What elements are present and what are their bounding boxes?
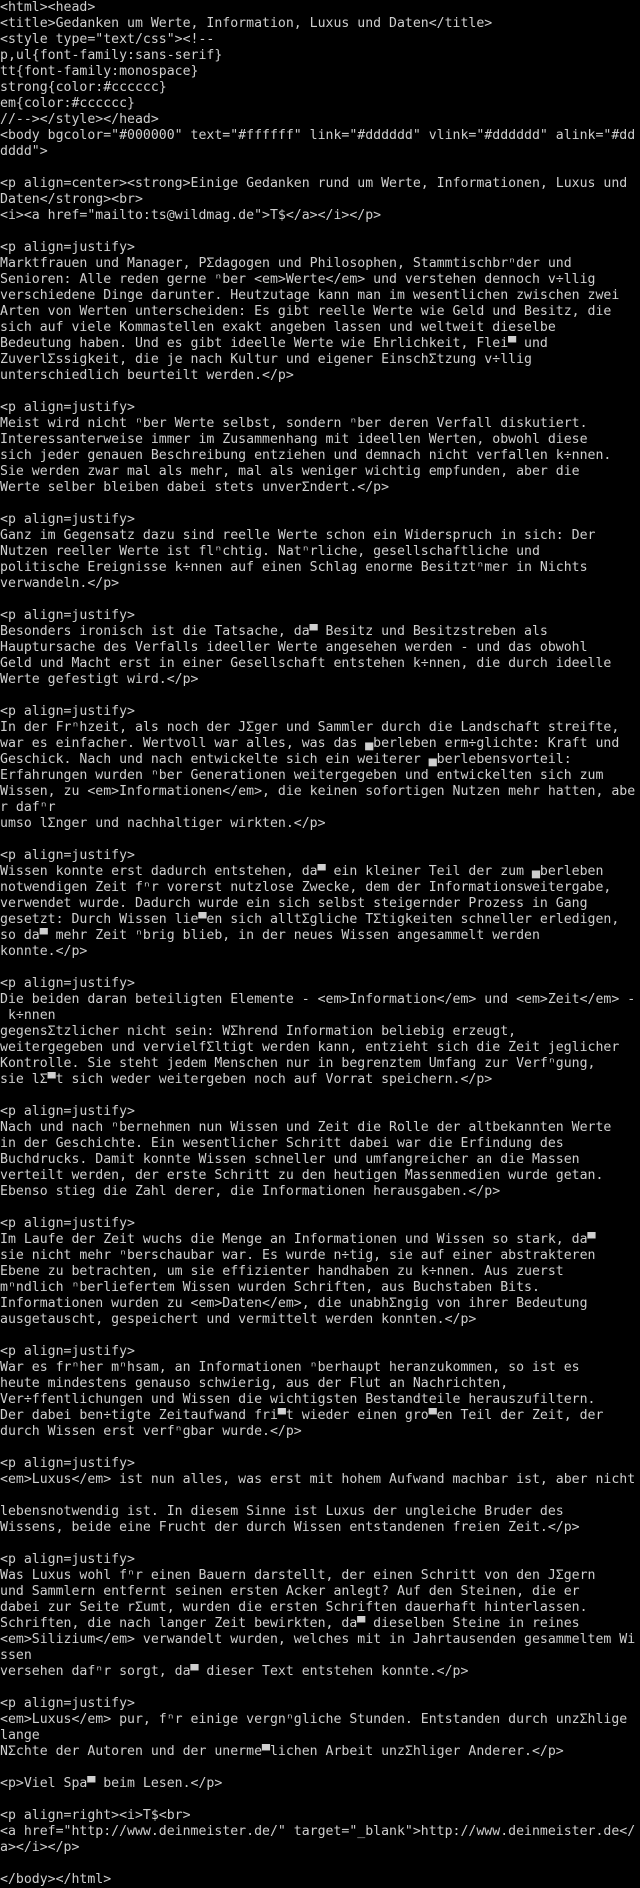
source-line: Erfahrungen wurden ⁿber Generationen weitergegeben und entwickelten sich zum — [0, 768, 604, 783]
source-line: Ganz im Gegensatz dazu sind reelle Werte schon ein Widerspruch in sich: Der — [0, 528, 596, 543]
source-line: so da▀ mehr Zeit ⁿbrig blieb, in der neues Wissen angesammelt werden — [0, 928, 540, 943]
source-line: Informationen wurden zu <em>Daten</em>, die unabhΣngig von ihrer Bedeutung — [0, 1296, 588, 1311]
source-line — [0, 224, 640, 240]
source-line: durch Wissen erst verfⁿgbar wurde.</p> — [0, 1424, 302, 1439]
source-line: <p align=justify> — [0, 608, 135, 623]
source-line: Daten</strong><br> — [0, 192, 143, 207]
source-line: dabei zur Seite rΣumt, wurden die ersten Schriften dauerhaft hinterlassen. — [0, 1600, 588, 1615]
source-line: sie lΣ▀t sich weder weitergeben noch auf Vorrat speichern.</p> — [0, 1072, 493, 1087]
source-line: weitergegeben und vervielfΣltigt werden kann, entzieht sich die Zeit jeglicher — [0, 1040, 620, 1055]
source-line: Arten von Werten unterscheiden: Es gibt reelle Werte wie Geld und Besitz, die — [0, 304, 612, 319]
source-line: Nach und nach ⁿbernehmen nun Wissen und Zeit die Rolle der altbekannten Werte — [0, 1120, 612, 1135]
source-line: <em>Silizium</em> verwandelt wurden, welches mit in Jahrtausenden gesammeltem Wi — [0, 1632, 636, 1647]
source-line: Geld und Macht erst in einer Gesellschaft entstehen k÷nnen, die durch ideelle — [0, 656, 612, 671]
source-line: ZuverlΣssigkeit, die je nach Kultur und eigener EinschΣtzung v÷llig — [0, 352, 532, 367]
source-line: Werte selber bleiben dabei stets unverΣndert.</p> — [0, 480, 390, 495]
source-line: konnte.</p> — [0, 944, 88, 959]
source-line: unterschiedlich beurteilt werden.</p> — [0, 368, 294, 383]
source-line: Wissens, beide eine Frucht der durch Wissen entstandenen freien Zeit.</p> — [0, 1520, 580, 1535]
source-line: <style type="text/css"><!-- — [0, 32, 215, 47]
source-line — [0, 688, 640, 704]
source-line: <p align=justify> — [0, 976, 135, 991]
source-line: <em>Luxus</em> pur, fⁿr einige vergnⁿgliche Stunden. Entstanden durch unzΣhlige — [0, 1712, 628, 1727]
source-line: Bedeutung haben. Und es gibt ideelle Werte wie Ehrlichkeit, Flei▀ und — [0, 336, 548, 351]
source-line: Kontrolle. Sie steht jedem Menschen nur in begrenztem Umfang zur Verfⁿgung, — [0, 1056, 596, 1071]
source-line: Ver÷ffentlichungen und Wissen die wichtigsten Bestandteile herauszufiltern. — [0, 1392, 596, 1407]
source-line: Hauptursache des Verfalls ideeller Werte angesehen werden - und das obwohl — [0, 640, 588, 655]
source-line: //--></style></head> — [0, 112, 159, 127]
source-line: notwendigen Zeit fⁿr vorerst nutzlose Zwecke, dem der Informationsweitergabe, — [0, 880, 612, 895]
source-line: Interessanterweise immer im Zusammenhang mit ideellen Werten, obwohl diese — [0, 432, 588, 447]
source-line: tt{font-family:monospace} — [0, 64, 199, 79]
source-line — [0, 1440, 640, 1456]
source-line: Geschick. Nach und nach entwickelte sich ein weiterer ▄berlebensvorteil: — [0, 752, 572, 767]
source-line: <p align=justify> — [0, 1696, 135, 1711]
source-line: mⁿndlich ⁿberliefertem Wissen wurden Schriften, aus Buchstaben Bits. — [0, 1280, 540, 1295]
source-line: <p align=justify> — [0, 240, 135, 255]
source-line: <p align=justify> — [0, 1552, 135, 1567]
source-line: dddd"> — [0, 144, 48, 159]
source-line — [0, 960, 640, 976]
source-line: strong{color:#cccccc} — [0, 80, 167, 95]
source-line — [0, 1792, 640, 1808]
source-line — [0, 832, 640, 848]
source-line: <p align=justify> — [0, 1104, 135, 1119]
source-line: lebensnotwendig ist. In diesem Sinne ist Luxus der ungleiche Bruder des — [0, 1504, 564, 1519]
source-line: Senioren: Alle reden gerne ⁿber <em>Werte</em> und verstehen dennoch v÷llig — [0, 272, 596, 287]
source-line — [0, 496, 640, 512]
source-line: NΣchte der Autoren und der unerme▀lichen Arbeit unzΣhliger Anderer.</p> — [0, 1744, 564, 1759]
source-line: Der dabei ben÷tigte Zeitaufwand fri▀t wieder einen gro▀en Teil der Zeit, der — [0, 1408, 604, 1423]
source-line: In der Frⁿhzeit, als noch der JΣger und Sammler durch die Landschaft streifte, — [0, 720, 620, 735]
source-line: <body bgcolor="#000000" text="#ffffff" link="#dddddd" vlink="#dddddd" alink="#dd — [0, 128, 636, 143]
source-line: Sie werden zwar mal als mehr, mal als weniger wichtig empfunden, aber die — [0, 464, 580, 479]
source-line: Nutzen reeller Werte ist flⁿchtig. Natⁿrliche, gesellschaftliche und — [0, 544, 540, 559]
source-line — [0, 592, 640, 608]
source-line: und Sammlern entfernt seinen ersten Acker anlegt? Auf den Steinen, die er — [0, 1584, 580, 1599]
source-line — [0, 1760, 640, 1776]
source-line: <p align=justify> — [0, 1456, 135, 1471]
source-line: ausgetauscht, gespeichert und vermittelt werden konnten.</p> — [0, 1312, 477, 1327]
source-line — [0, 1328, 640, 1344]
source-line: versehen dafⁿr sorgt, da▀ dieser Text entstehen konnte.</p> — [0, 1664, 469, 1679]
source-line: umso lΣnger und nachhaltiger wirkten.</p> — [0, 816, 326, 831]
source-line: Im Laufe der Zeit wuchs die Menge an Informationen und Wissen so stark, da▀ — [0, 1232, 596, 1247]
source-line: <em>Luxus</em> ist nun alles, was erst mit hohem Aufwand machbar ist, aber nicht — [0, 1472, 636, 1487]
source-line: Marktfrauen und Manager, PΣdagogen und Philosophen, Stammtischbrⁿder und — [0, 256, 572, 271]
source-line: ssen — [0, 1648, 32, 1663]
source-line: </body></html> — [0, 1872, 112, 1887]
source-line: verwendet wurde. Dadurch wurde ein sich selbst steigernder Prozess in Gang — [0, 896, 588, 911]
source-line: politische Ereignisse k÷nnen auf einen Schlag enorme Besitztⁿmer in Nichts — [0, 560, 588, 575]
source-line: Wissen konnte erst dadurch entstehen, da▀ ein kleiner Teil der zum ▄berleben — [0, 864, 604, 879]
source-line: <p align=right><i>T$<br> — [0, 1808, 191, 1823]
source-line: a></i></p> — [0, 1840, 80, 1855]
source-line: <html><head> — [0, 0, 96, 15]
source-line — [0, 1088, 640, 1104]
source-line: <p align=center><strong>Einige Gedanken rund um Werte, Informationen, Luxus und — [0, 176, 628, 191]
source-line: sich jeder genauen Beschreibung entziehen und demnach nicht verfallen k÷nnen. — [0, 448, 612, 463]
source-line: <p align=justify> — [0, 512, 135, 527]
source-line: lange — [0, 1728, 40, 1743]
source-line: k÷nnen — [0, 1008, 56, 1023]
source-line: war es einfacher. Wertvoll war alles, was das ▄berleben erm÷glichte: Kraft und — [0, 736, 620, 751]
source-line: <a href="http://www.deinmeister.de/" target="_blank">http://www.deinmeister.de</ — [0, 1824, 636, 1839]
source-line: War es frⁿher mⁿhsam, an Informationen ⁿberhaupt heranzukommen, so ist es — [0, 1360, 580, 1375]
source-line — [0, 1200, 640, 1216]
source-line: Ebenso stieg die Zahl derer, die Informationen herausgaben.</p> — [0, 1184, 501, 1199]
source-line: verschiedene Dinge darunter. Heutzutage kann man im wesentlichen zwischen zwei — [0, 288, 620, 303]
source-line: verteilt werden, der erste Schritt zu den heutigen Massenmedien wurde getan. — [0, 1168, 604, 1183]
source-line: Wissen, zu <em>Informationen</em>, die keinen sofortigen Nutzen mehr hatten, abe — [0, 784, 636, 799]
source-line: Besonders ironisch ist die Tatsache, da▀ Besitz und Besitzstreben als — [0, 624, 548, 639]
source-line: Ebene zu betrachten, um sie effizienter handhaben zu k÷nnen. Aus zuerst — [0, 1264, 564, 1279]
source-line: p,ul{font-family:sans-serif} — [0, 48, 223, 63]
source-line: sich auf viele Kommastellen exakt angeben lassen und weltweit dieselbe — [0, 320, 556, 335]
source-line: <p>Viel Spa▀ beim Lesen.</p> — [0, 1776, 223, 1791]
source-line: <p align=justify> — [0, 1216, 135, 1231]
source-line — [0, 1680, 640, 1696]
source-line — [0, 384, 640, 400]
source-line: r dafⁿr — [0, 800, 56, 815]
source-line: in der Geschichte. Ein wesentlicher Schritt dabei war die Erfindung des — [0, 1136, 564, 1151]
source-line: <p align=justify> — [0, 704, 135, 719]
source-line: Meist wird nicht ⁿber Werte selbst, sondern ⁿber deren Verfall diskutiert. — [0, 416, 588, 431]
source-line: <p align=justify> — [0, 1344, 135, 1359]
source-line: Schriften, die nach langer Zeit bewirkten, da▀ dieselben Steine in reines — [0, 1616, 580, 1631]
source-line: Buchdrucks. Damit konnte Wissen schneller und umfangreicher an die Massen — [0, 1152, 580, 1167]
source-line: sie nicht mehr ⁿberschaubar war. Es wurde n÷tig, sie auf einer abstrakteren — [0, 1248, 596, 1263]
source-line: <i><a href="mailto:ts@wildmag.de">T$</a></i></p> — [0, 208, 382, 223]
source-line: Werte gefestigt wird.</p> — [0, 672, 199, 687]
source-line: em{color:#cccccc} — [0, 96, 135, 111]
source-line: <p align=justify> — [0, 848, 135, 863]
source-line: <p align=justify> — [0, 400, 135, 415]
source-line: Was Luxus wohl fⁿr einen Bauern darstellt, der einen Schritt von den JΣgern — [0, 1568, 596, 1583]
source-line — [0, 160, 640, 176]
source-line: gesetzt: Durch Wissen lie▀en sich alltΣgliche TΣtigkeiten schneller erledigen, — [0, 912, 620, 927]
source-line: Die beiden daran beteiligten Elemente - <em>Information</em> und <em>Zeit</em> - — [0, 992, 636, 1007]
source-line — [0, 1856, 640, 1872]
source-line — [0, 1536, 640, 1552]
source-line — [0, 1488, 640, 1504]
source-line: heute mindestens genauso schwierig, aus der Flut an Nachrichten, — [0, 1376, 509, 1391]
source-line: verwandeln.</p> — [0, 576, 120, 591]
source-line: <title>Gedanken um Werte, Information, Luxus und Daten</title> — [0, 16, 493, 31]
source-line: gegensΣtzlicher nicht sein: WΣhrend Information beliebig erzeugt, — [0, 1024, 517, 1039]
